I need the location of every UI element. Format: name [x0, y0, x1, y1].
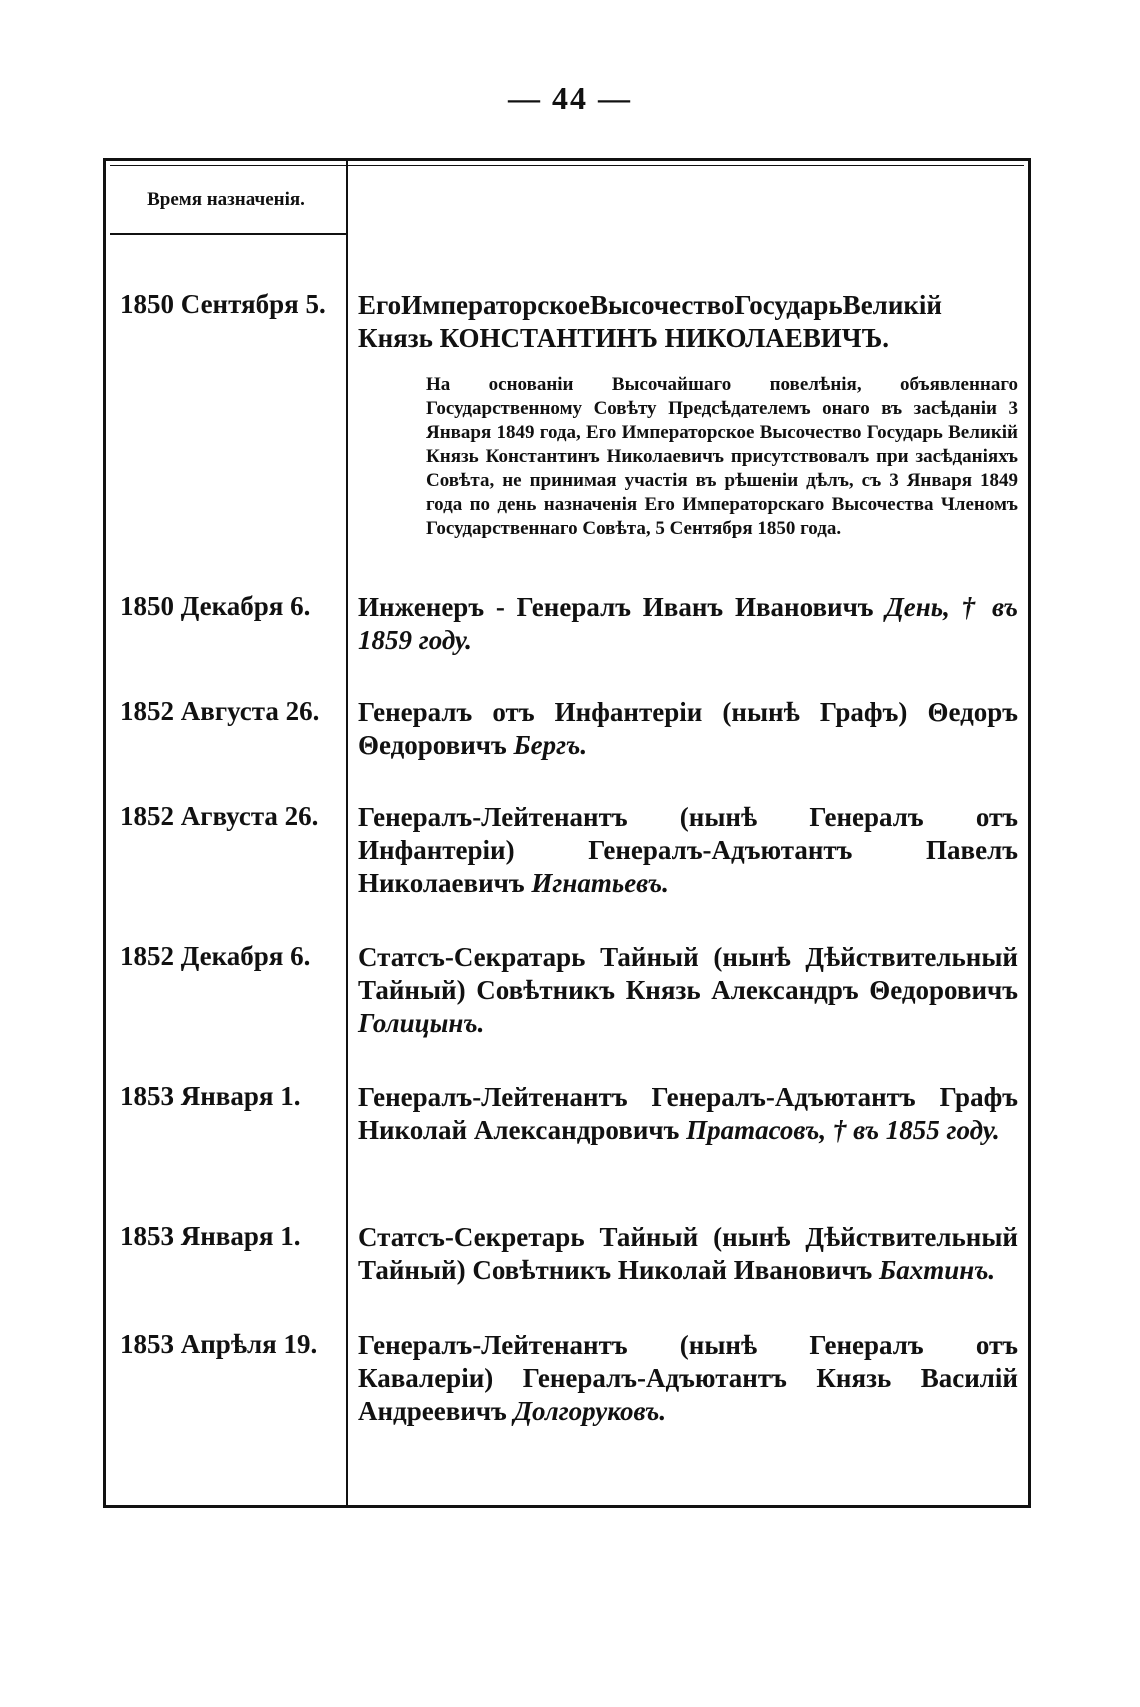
appointee-entry — [358, 1329, 1018, 1428]
appointee-surname: Бахтинъ. — [879, 1255, 996, 1285]
appointee-entry — [358, 801, 1018, 900]
appointment-date: 1853 Января 1. — [120, 1221, 301, 1251]
appointment-date: 1853 Января 1. — [120, 1081, 301, 1111]
appointment-date: 1853 Апрѣля 19. — [120, 1329, 318, 1359]
footnote-paragraph: На основаніи Высочайшаго повелѣнія, объявленнаго Государственному Совѣту Предсѣдателемъ онаго въ засѣданіи 3 Января 1849 года, Его Императорское Высочество Государь Великій Князь Константинъ Николаевичъ присутствовалъ при засѣданіяхъ Совѣта, не принимая участія въ рѣшеніи дѣлъ, съ 3 Января 1849 года по день назначенія Его Императорскаго Высочества Членомъ Государственнаго Совѣта, 5 Сентября 1850 года. — [426, 374, 1018, 539]
appointment-date: 1852 Агвуста 26. — [120, 801, 319, 831]
appointee-text: Генералъ отъ Инфантеріи (нынѣ Графъ) Θедоръ Θедоровичъ — [358, 697, 1018, 760]
appointee-surname: День, † въ 1859 году. — [358, 592, 1018, 655]
page-number: — 44 — — [508, 80, 632, 116]
appointment-date: 1850 Декабря 6. — [120, 591, 311, 621]
appointee-entry — [358, 1081, 1018, 1147]
column-divider — [346, 161, 348, 1505]
appointee-entry — [358, 1221, 1018, 1287]
appointee-surname: Пратасовъ, † въ 1855 году. — [686, 1115, 1000, 1145]
appointee-text: Генералъ-Лейтенантъ (нынѣ Генералъ отъ Кавалеріи) Генералъ-Адъютантъ Князь Василій Андреевичъ — [358, 1330, 1018, 1426]
appointee-text: Статсъ-Секратарь Тайный (нынѣ Дѣйствительный Тайный) Совѣтникъ Князь Александръ Θедоровичъ — [358, 942, 1018, 1005]
appointee-surname: Бергъ. — [513, 730, 588, 760]
appointee-entry — [358, 591, 1018, 657]
appointee-entry — [358, 289, 1018, 355]
appointee-surname: Долгоруковъ. — [513, 1396, 667, 1426]
date-column-header: Время назначенія. — [147, 189, 305, 210]
appointee-entry — [358, 941, 1018, 1040]
appointment-date: 1852 Августа 26. — [120, 696, 320, 726]
appointee-text: ЕгоИмператорскоеВысочествоГосударьВеликій Князь КОНСТАНТИНЪ НИКОЛАЕВИЧЪ. — [358, 290, 942, 353]
appointee-text: Инженеръ - Генералъ Иванъ Ивановичъ — [358, 592, 874, 622]
appointee-entry — [358, 696, 1018, 762]
appointments-table — [103, 158, 1031, 1508]
appointment-date: 1852 Декабря 6. — [120, 941, 311, 971]
appointee-text: Статсъ-Секретарь Тайный (нынѣ Дѣйствительный Тайный) Совѣтникъ Николай Ивановичъ — [358, 1222, 1018, 1285]
appointee-surname: Голицынъ. — [358, 1008, 485, 1038]
appointee-text: Генералъ-Лейтенантъ Генералъ-Адъютантъ Графъ Николай Александровичъ — [358, 1082, 1018, 1145]
appointee-surname: Игнатьевъ. — [531, 868, 669, 898]
appointment-date: 1850 Сентября 5. — [120, 289, 326, 319]
header-rule — [110, 233, 346, 235]
appointee-text: Генералъ-Лейтенантъ (нынѣ Генералъ отъ Инфантеріи) Генералъ-Адъютантъ Павелъ Николаевичъ — [358, 802, 1018, 898]
